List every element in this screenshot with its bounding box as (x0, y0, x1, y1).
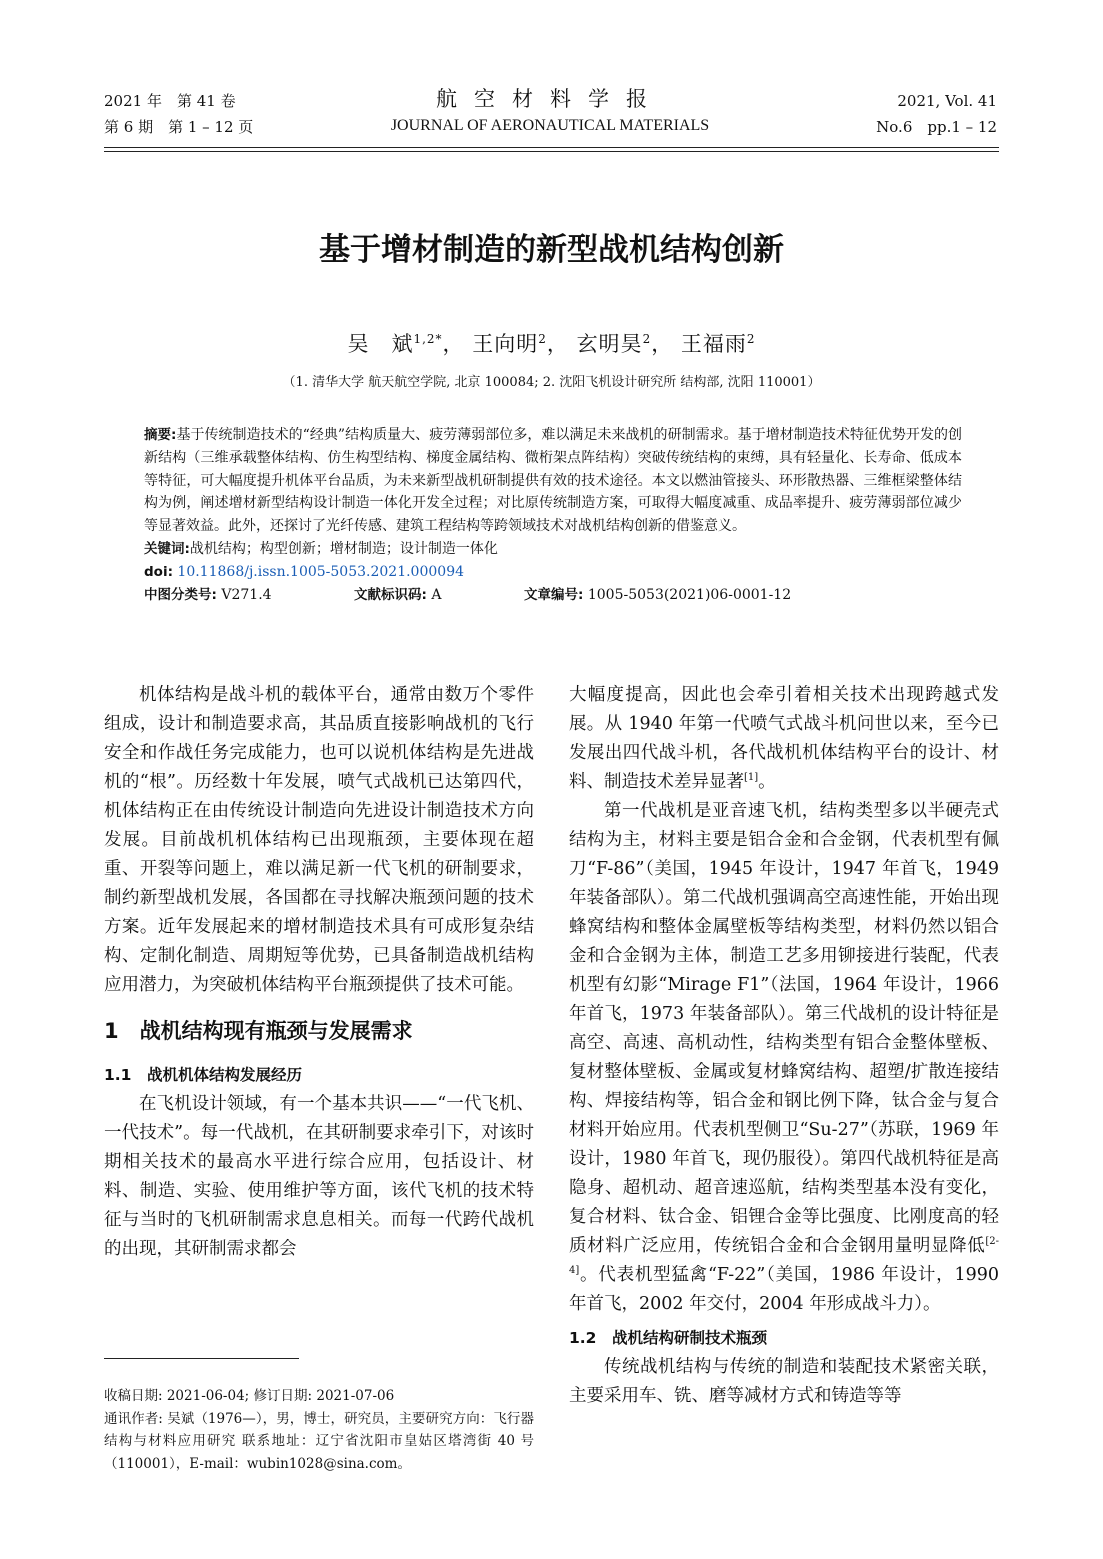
journal-name-english: JOURNAL OF AERONAUTICAL MATERIALS (390, 117, 710, 134)
author-list (0, 322, 1103, 361)
journal-name-chinese: 航空材料学报 (436, 87, 664, 111)
journal-name (250, 84, 850, 138)
doi-link[interactable]: 10.11868/j.issn.1005-5053.2021.000094 (177, 563, 465, 580)
paragraph-1-3: 传统战机结构与传统的制造和装配技术紧密关联，主要采用车、铣、磨等减材方式和铸造等等 (569, 1357, 999, 1406)
paragraph-1-1b: 大幅度提高，因此也会牵引着相关技术出现跨越式发展。从 1940 年第一代喷气式战斗机问世以来，至今已发展出四代战斗机，各代战机机体结构平台的设计、材料、制造技术差异显著[1]。 (569, 685, 999, 792)
corresponding-author: 通讯作者: 吴斌（1976—），男，博士，研究员，主要研究方向：飞行器结构与材料应用研究 联系地址：辽宁省沈阳市皇姑区塔湾街 40 号（110001），E-mail：wubin1028@sina.com。 (104, 1410, 534, 1472)
author-3: 玄明昊$^2$， (576, 332, 674, 356)
body-column-right (569, 681, 999, 1411)
keywords-label: 关键词: (144, 540, 190, 557)
intro-paragraph: 机体结构是战斗机的载体平台，通常由数万个零件组成，设计和制造要求高，其品质直接影响战机的飞行安全和作战任务完成能力，也可以说机体结构是先进战机的“根”。历经数十年发展，喷气式战机已达第四代，机体结构正在由传统设计制造向先进设计制造技术方向发展。目前战机机体结构已出现瓶颈，主要体现在超重、开裂等问题上，难以满足新一代飞机的研制要求，制约新型战机发展，各国都在寻找解决瓶颈问题的技术方案。近年发展起来的增材制造技术具有可成形复杂结构、定制化制造、周期短等优势，已具备制造战机结构应用潜力，为突破机体结构平台瓶颈提供了技术可能。 (104, 685, 534, 995)
article-title: 基于增材制造的新型战机结构创新 (319, 232, 784, 268)
issue-pages-en: No.6 pp.1 – 12 (876, 118, 997, 136)
keywords-text: 战机结构；构型创新；增材制造；设计制造一体化 (189, 540, 498, 557)
section-heading-1: 1 战机结构现有瓶颈与发展需求 (104, 1019, 413, 1043)
classification-row (144, 584, 962, 607)
abstract-block (144, 424, 962, 606)
doi-label: doi: (144, 563, 173, 580)
author-4: 王福雨$^2$ (680, 332, 756, 356)
footnote-rule (104, 1358, 299, 1359)
journal-issue-right (876, 88, 997, 140)
header-rule-thick (104, 147, 999, 148)
document-code: 文献标识码: A (354, 586, 442, 603)
article-number: 文章编号: 1005-5053(2021)06-0001-12 (524, 586, 792, 603)
keywords (144, 538, 962, 561)
issue-year-volume: 2021 年 第 41 卷 (104, 92, 236, 110)
doi-line (144, 561, 962, 584)
citation-2-4[interactable]: [2-4] (569, 1236, 999, 1277)
clc-number: 中图分类号: V271.4 (144, 586, 272, 603)
author-affiliations: （1. 清华大学 航天航空学院, 北京 100084; 2. 沈阳飞机设计研究所 结构部, 沈阳 110001） (282, 375, 821, 390)
abstract-label: 摘要: (144, 427, 177, 443)
issue-number-pages: 第 6 期 第 1 – 12 页 (104, 118, 254, 136)
paragraph-1-1a: 在飞机设计领域，有一个基本共识——“一代飞机、一代技术”。每一代战机，在其研制要求牵引下，对该时期相关技术的最高水平进行综合应用，包括设计、材料、制造、实验、使用维护等方面，该代飞机的技术特征与当时的飞机研制需求息息相关。而每一代跨代战机的出现，其研制需求都会 (104, 1094, 534, 1259)
footnote (104, 1385, 534, 1475)
author-1: 吴 斌$^{1,2*}$， (347, 332, 465, 356)
subsection-heading-1-1: 1.1 战机机体结构发展经历 (104, 1066, 302, 1084)
issue-volume-en: 2021, Vol. 41 (897, 92, 997, 110)
received-dates: 收稿日期: 2021-06-04; 修订日期: 2021-07-06 (104, 1388, 395, 1404)
body-column-left (104, 681, 534, 1264)
header-rule-thin (104, 151, 999, 152)
paragraph-1-2: 第一代战机是亚音速飞机，结构类型多以半硬壳式结构为主，材料主要是铝合金和合金钢，代表机型有佩刀“F-86”（美国，1945 年设计，1947 年首飞，1949 年装备部队）。第二代战机强调高空高速性能，开始出现蜂窝结构和整体金属壁板等结构类型，材料仍然以铝合金和合金钢为主体，制造工艺多用铆接进行装配，代表机型有幻影“Mirage F1”（法国，1964 年设计，1966 年首飞，1973 年装备部队）。第三代战机的设计特征是高空、高速、高机动性，结构类型有铝合金整体壁板、复材整体壁板、金属或复材蜂窝结构、超塑/扩散连接结构、焊接结构等，铝合金和钢比例下降，钛合金与复合材料开始应用。代表机型侧卫“Su-27”（苏联，1969 年设计，1980 年首飞，现仍服役）。第四代战机特征是高隐身、超机动、超音速巡航，结构类型基本没有变化，复合材料、钛合金、铝锂合金等比强度、比刚度高的轻质材料广泛应用，传统铝合金和合金钢用量明显降低[2-4]。代表机型猛禽“F-22”（美国，1986 年设计，1990 年首飞，2002 年交付，2004 年形成战斗力）。 (569, 801, 999, 1314)
citation-1[interactable]: [1] (744, 772, 759, 784)
abstract-text: 基于传统制造技术的“经典”结构质量大、疲劳薄弱部位多，难以满足未来战机的研制需求。基于增材制造技术特征优势开发的创新结构（三维承载整体结构、仿生构型结构、梯度金属结构、微桁架点阵结构）突破传统结构的束缚，具有轻量化、长寿命、低成本等特征，可大幅度提升机体平台品质，为未来新型战机研制提供有效的技术途径。本文以燃油管接头、环形散热器、三维框梁整体结构为例，阐述增材新型结构设计制造一体化开发全过程；对比原传统制造方案，可取得大幅度减重、成品率提升、疲劳薄弱部位减少等显著效益。此外，还探讨了光纤传感、建筑工程结构等跨领域技术对战机结构创新的借鉴意义。 (144, 427, 963, 535)
subsection-heading-1-2: 1.2 战机结构研制技术瓶颈 (569, 1329, 767, 1347)
journal-issue-left (104, 88, 253, 140)
abstract (144, 424, 962, 538)
author-2: 王向明$^2$， (472, 332, 569, 356)
